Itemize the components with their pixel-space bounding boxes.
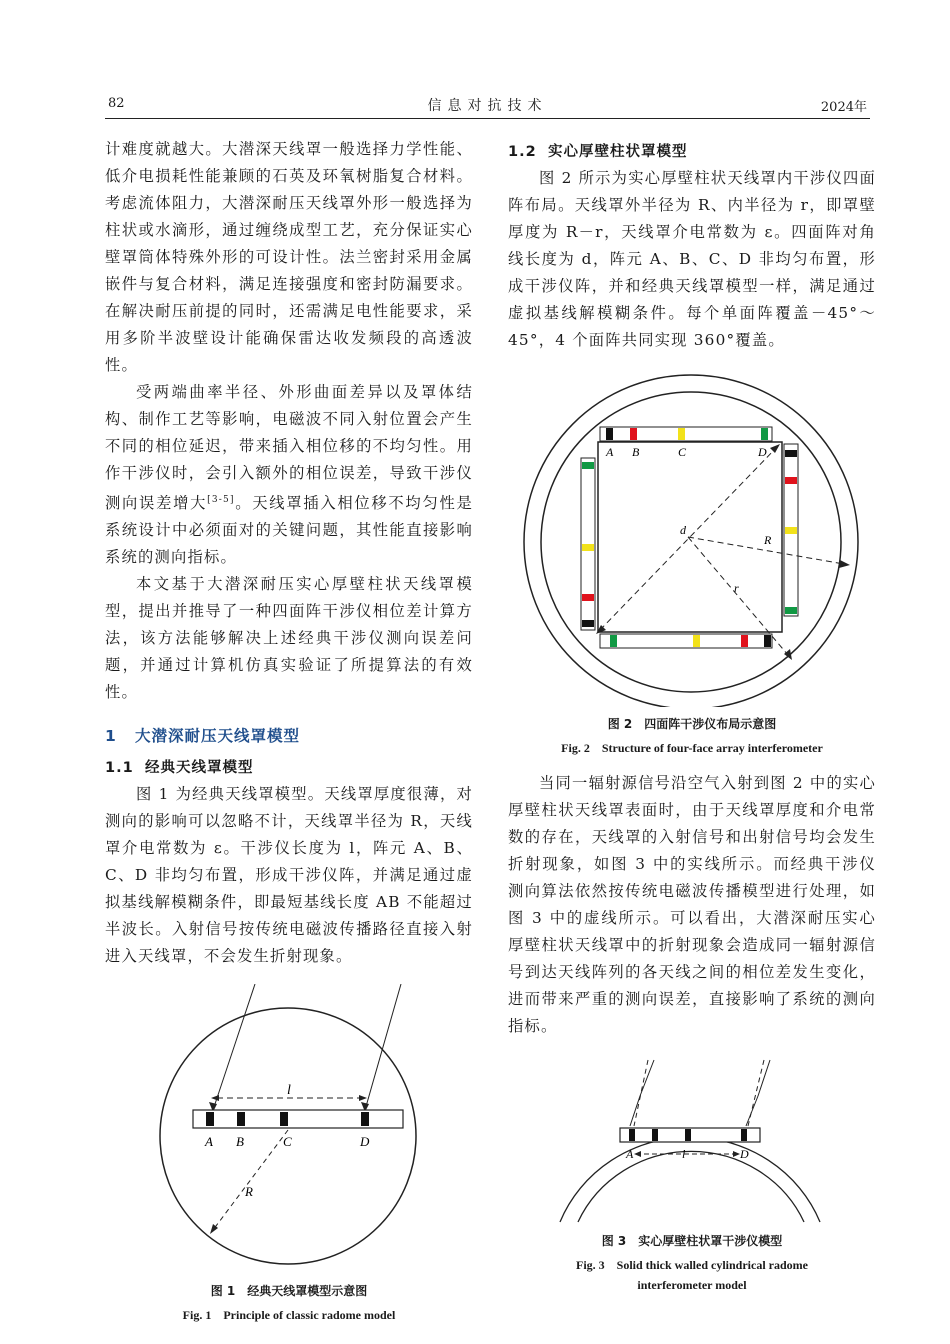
incident-ray-left (213, 984, 255, 1110)
section-1-2-heading (508, 140, 876, 161)
fig2-label-B: B (632, 445, 640, 459)
paragraph-contribution: 本文基于大潜深耐压实心厚壁柱状天线罩模型，提出并推导了一种四面阵干涉仪相位差计算方法，该方法能够解决上述经典干涉仪测向误差问题，并通过计算机仿真实验证了所提算法的有效性。 (105, 575, 473, 702)
incident-ray-right (365, 984, 401, 1110)
section-1-1-title: 经典天线罩模型 (145, 760, 254, 777)
figure-1-caption-en: Fig. 1 Principle of classic radome model (182, 1308, 396, 1323)
figure-1-diagram (105, 984, 473, 1274)
label-B: B (236, 1134, 244, 1150)
figure-3 (508, 1054, 876, 1295)
element-D (361, 1112, 369, 1126)
fig3-label-D: D (740, 1147, 749, 1161)
element-B (237, 1112, 245, 1126)
page-number: 82 (108, 96, 125, 111)
fig2-label-R: R (764, 533, 772, 547)
journal-title: 信息对抗技术 (427, 98, 548, 114)
fig2-label-D: D (758, 445, 767, 459)
publication-year: 2024年 (820, 100, 867, 115)
solid-ray-left-inner (630, 1096, 640, 1126)
element-C (280, 1112, 288, 1126)
paragraph-intro-continued: 计难度就越大。大潜深天线罩一般选择力学性能、低介电损耗性能兼顾的石英及环氧树脂复合材料。考虑流体阻力，大潜深耐压天线罩外形一般选择为柱状或水滴形，通过缠绕成型工艺，充分保证实心壁罩筒体特殊外形的可设计性。法兰密封采用金属嵌件与复合材料，满足连接强度和密封防漏要求。在解决耐压前提的同时，还需满足电性能要求，采用多阶半波壁设计能确保雷达收发频段的高透波性。 (105, 140, 473, 374)
fig3-label-A: A (626, 1147, 634, 1161)
figure-3-caption-en-line2: interferometer model (637, 1278, 747, 1292)
interferometer-array (193, 1110, 403, 1128)
citation-3-5[interactable]: [3-5] (207, 495, 235, 505)
label-R: R (245, 1184, 253, 1200)
section-1-heading (105, 724, 473, 746)
dim-arrow-left (211, 1095, 219, 1101)
figure-2-caption-cn: 图 2 四面阵干涉仪布局示意图 (607, 717, 777, 731)
paragraph-phase-error-a: 受两端曲率半径、外形曲面差异以及罩体结构、制作工艺等影响，电磁波不同入射位置会产生不同的相位延迟，带来插入相位移的不均匀性。用作干涉仪时，会引入额外的相位误差，导致干涉仪测向误差增大 (105, 383, 473, 513)
figure-2 (508, 372, 876, 758)
element-A (206, 1112, 214, 1126)
section-1-1-number: 1.1 (105, 760, 134, 777)
paragraph-classic-model: 图 1 为经典天线罩模型。天线罩厚度很薄，对测向的影响可以忽略不计，天线罩半径为 R，天线罩介电常数为 ε。干涉仪长度为 l，阵元 A、B、C、D 非均匀布置，形成干涉仪阵，并满足通过虚拟基线解模糊条件，即最短基线长度 AB 不能超过半波长。入射信号按传统电磁波传播路径直接入射进入天线罩，不会发生折射现象。 (105, 785, 473, 966)
label-C: C (283, 1134, 292, 1150)
fig2-label-A: A (606, 445, 614, 459)
left-column (105, 136, 473, 1325)
solid-ray-left-outer (640, 1060, 654, 1096)
right-column (508, 136, 876, 1295)
figure-1 (105, 984, 473, 1325)
dim-arrow-right (359, 1095, 367, 1101)
paragraph-refraction: 当同一辐射源信号沿空气入射到图 2 中的实心厚壁柱状天线罩表面时，由于天线罩厚度和介电常数的存在，天线罩的入射信号和出射信号均会发生折射现象，如图 3 中的实线所示。而经典干涉仪测向算法依然按传统电磁波传播模型进行处理，如图 3 中的虚线所示。可以看出，大潜深耐压实心厚壁柱状天线罩中的折射现象会造成同一辐射源信号到达天线阵列的各天线之间的相位差发生变化，进而带来严重的测向误差，直接影响了系统的测向指标。 (508, 774, 876, 1035)
section-1-title: 大潜深耐压天线罩模型 (135, 727, 301, 746)
radius-line (213, 1130, 288, 1230)
section-1-2-title: 实心厚壁柱状罩模型 (548, 144, 688, 160)
label-D: D (360, 1134, 370, 1150)
label-l: l (287, 1083, 291, 1099)
outer-arc (560, 1137, 820, 1222)
figure-3-caption-en (508, 1255, 876, 1295)
figure-3-diagram (508, 1054, 876, 1224)
fig3-label-l: l (682, 1147, 686, 1161)
fig2-label-r: r (734, 581, 739, 595)
figure-2-diagram (508, 372, 876, 707)
fig2-label-d: d (680, 523, 686, 537)
figure-3-caption-en-line1: Fig. 3 Solid thick walled cylindrical radome (575, 1258, 808, 1272)
page-header (105, 92, 870, 119)
paragraph-phase-error (105, 379, 473, 571)
section-1-1-heading (105, 756, 473, 777)
label-A: A (205, 1134, 213, 1150)
fig2-label-C: C (678, 445, 687, 459)
paragraph-phase-error-b: 。天线罩插入相位移不均匀性是系统设计中必须面对的关键问题，其性能直接影响系统的测向指标。 (105, 494, 474, 567)
figure-3-caption-cn: 图 3 实心厚壁柱状罩干涉仪模型 (601, 1234, 783, 1248)
solid-ray-right-inner (746, 1096, 758, 1126)
figure-2-caption-en: Fig. 2 Structure of four-face array interferometer (561, 741, 823, 755)
section-1-number: 1 (105, 727, 117, 746)
array-top (600, 427, 772, 441)
diagonal-d-line (600, 448, 776, 630)
section-1-2-number: 1.2 (508, 144, 537, 160)
paragraph-thick-wall-model: 图 2 所示为实心厚壁柱状天线罩内干涉仪四面阵布局。天线罩外半径为 R、内半径为 r，即罩壁厚度为 R－r，天线罩介电常数为 ε。四面阵对角线长度为 d，阵元 A、B、C、D 非均匀布置，形成干涉仪阵，并和经典天线罩模型一样，满足通过虚拟基线解模糊条件。每个单面阵覆盖－45°～45°，4 个面阵共同实现 360°覆盖。 (508, 169, 876, 349)
figure-1-caption-cn: 图 1 经典天线罩模型示意图 (210, 1284, 368, 1299)
